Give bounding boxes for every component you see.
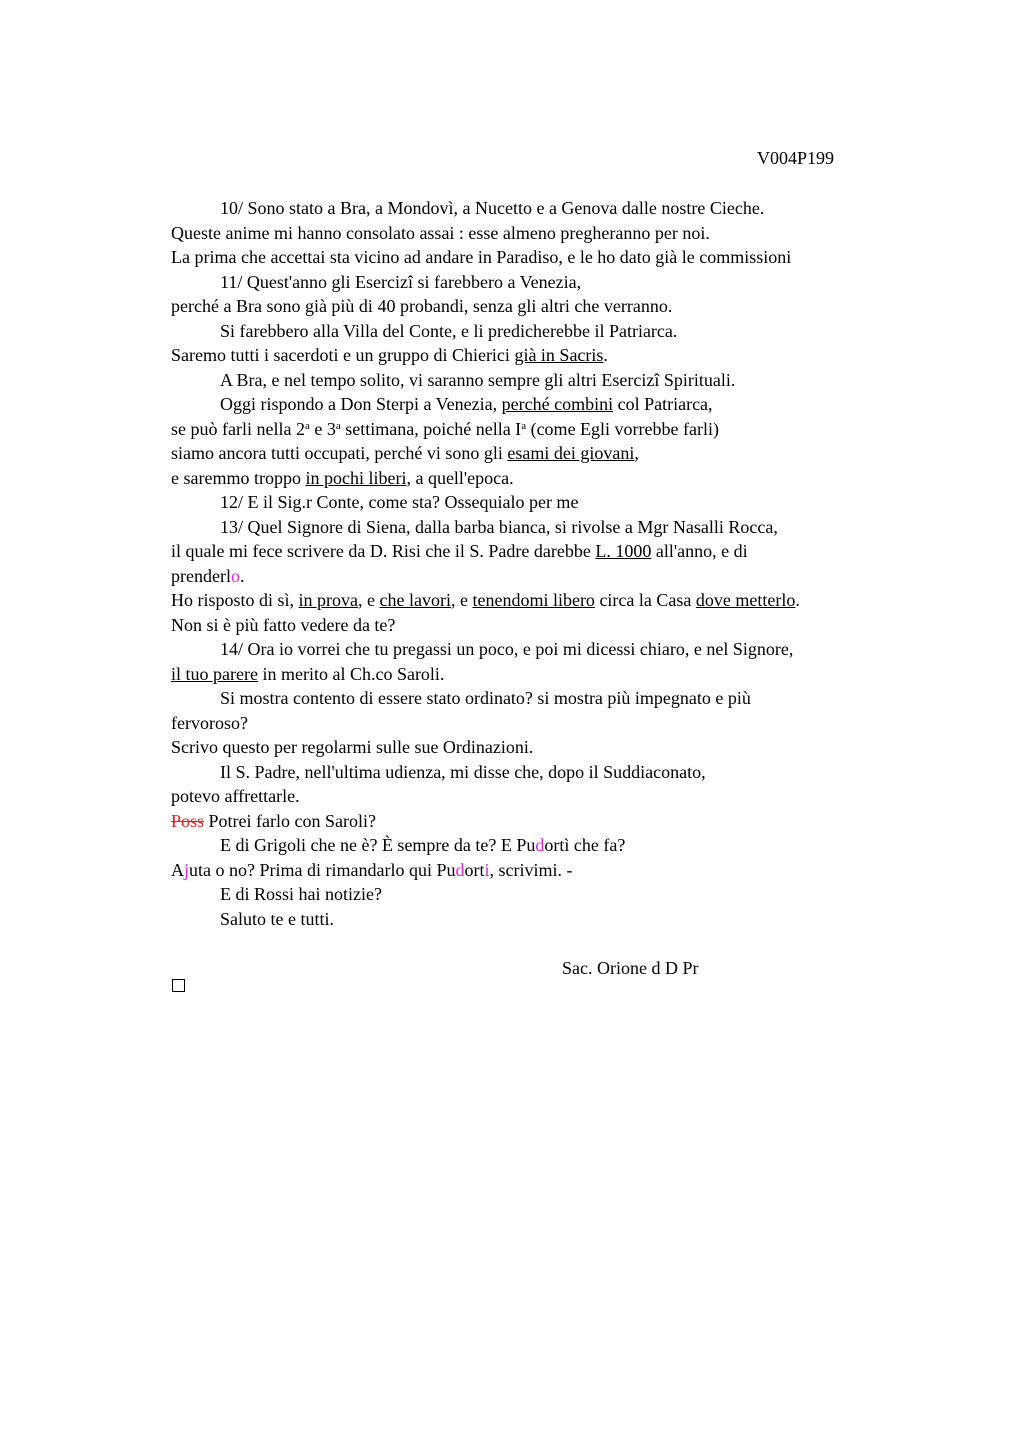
text-run: , e	[450, 590, 473, 610]
struck-text: Poss	[171, 810, 205, 831]
underlined-text: dove metterlo	[695, 590, 796, 610]
text-run: siamo ancora tutti occupati, perché vi sono gli	[171, 443, 508, 463]
page-id: V004P199	[757, 148, 835, 168]
text-line	[171, 735, 911, 760]
underlined-text: L. 1000	[595, 541, 652, 561]
underlined-text: perché combini	[501, 394, 614, 414]
text-line	[171, 221, 911, 246]
text-run: , a quell'epoca.	[406, 467, 514, 488]
text-line	[171, 245, 911, 270]
text-line	[171, 784, 911, 809]
text-line	[171, 588, 911, 613]
text-line	[171, 417, 911, 442]
underlined-text: che lavori	[379, 590, 451, 610]
text-line	[171, 637, 911, 662]
highlighted-letter: j	[184, 859, 190, 880]
highlighted-letter: d	[455, 859, 465, 880]
text-run: Oggi rispondo a Don Sterpi a Venezia,	[220, 394, 502, 414]
text-line	[171, 833, 911, 858]
text-line	[171, 270, 911, 295]
text-line	[171, 343, 911, 368]
text-line	[171, 539, 911, 564]
text-run: , scrivimi. -	[489, 859, 573, 880]
text-run: ortì che fa?	[544, 835, 626, 855]
text-run: 11/ Quest'anno gli Esercizî si farebbero a Venezia,	[220, 271, 582, 292]
text-run: uta o no? Prima di rimandarlo qui Pu	[189, 859, 456, 880]
highlighted-letter: o	[230, 565, 240, 586]
text-run: col Patriarca,	[613, 394, 713, 414]
text-line	[171, 760, 911, 785]
highlighted-letter: d	[535, 835, 545, 855]
underlined-text: tenendomi libero	[472, 590, 595, 610]
text-line	[171, 490, 911, 515]
text-run: 10/ Sono stato a Bra, a Mondovì, a Nucetto e a Genova dalle nostre Cieche.	[220, 198, 765, 218]
text-run: fervoroso?	[171, 712, 248, 733]
text-run: Saluto te e tutti.	[220, 908, 334, 929]
underlined-text: già in Sacris	[514, 345, 604, 365]
signature: Sac. Orione d D Pr	[562, 957, 699, 978]
text-line	[171, 515, 911, 540]
blank-line	[171, 931, 911, 956]
letter-body	[171, 196, 911, 980]
text-line	[171, 613, 911, 638]
text-run: e saremmo troppo	[171, 467, 306, 488]
text-run: perché a Bra sono già più di 40 probandi, senza gli altri che verranno.	[171, 296, 673, 316]
text-line	[171, 882, 911, 907]
text-line	[171, 368, 911, 393]
text-run: Non si è più fatto vedere da te?	[171, 614, 396, 635]
text-run: prenderl	[171, 565, 231, 586]
text-line	[171, 319, 911, 344]
ordinal-superscript: a	[335, 419, 341, 432]
underlined-text: in prova	[298, 590, 358, 610]
text-run: in merito al Ch.co Saroli.	[257, 663, 445, 684]
text-run: .	[603, 345, 608, 365]
text-run: Il S. Padre, nell'ultima udienza, mi disse che, dopo il Suddiaconato,	[220, 761, 706, 782]
text-run: Saremo tutti i sacerdoti e un gruppo di Chierici	[171, 345, 515, 365]
text-run: all'anno, e di	[651, 541, 748, 561]
text-run: Scrivo questo per regolarmi sulle sue Ordinazioni.	[171, 737, 534, 757]
text-run: Si farebbero alla Villa del Conte, e li predicherebbe il Patriarca.	[220, 320, 678, 341]
text-run: 14/ Ora io vorrei che tu pregassi un poco, e poi mi dicessi chiaro, e nel Signore,	[220, 639, 794, 659]
text-run: E di Grigoli che ne è? È sempre da te? E Pu	[220, 835, 536, 855]
text-run: A Bra, e nel tempo solito, vi saranno sempre gli altri Esercizî Spirituali.	[220, 369, 736, 390]
text-line	[171, 294, 911, 319]
text-line	[171, 466, 911, 491]
text-run: .	[239, 565, 245, 586]
text-run: , e	[358, 590, 380, 610]
text-run: ,	[634, 443, 639, 463]
text-run: Si mostra contento di essere stato ordinato? si mostra più impegnato e più	[220, 688, 751, 708]
text-run: A	[171, 859, 184, 880]
highlighted-letter: i	[484, 859, 490, 880]
text-run: se può farli nella 2$^a$ e 3$^a$ settimana, poiché nella $I^a$ (come Egli vorrebbe farli)	[171, 418, 719, 439]
text-line	[171, 392, 911, 417]
text-line	[171, 441, 911, 466]
text-run: 13/ Quel Signore di Siena, dalla barba bianca, si rivolse a Mgr Nasalli Rocca,	[220, 516, 778, 537]
underlined-text: esami dei giovani	[507, 443, 635, 463]
text-run: .	[795, 590, 800, 610]
text-line	[171, 858, 911, 883]
text-line	[171, 809, 911, 834]
text-run: E di Rossi hai notizie?	[220, 884, 382, 904]
text-run: Queste anime mi hanno consolato assai : esse almeno pregheranno per noi.	[171, 222, 710, 243]
underlined-text: il tuo parere	[171, 663, 258, 684]
text-line	[171, 662, 911, 687]
square-box-icon	[172, 979, 185, 992]
text-line	[171, 196, 911, 221]
underlined-text: in pochi liberi	[305, 467, 407, 488]
text-run: 12/ E il Sig.r Conte, come sta? Ossequialo per me	[220, 492, 579, 512]
text-run: circa la Casa	[594, 590, 696, 610]
text-run: ort	[464, 859, 485, 880]
text-run: potevo affrettarle.	[171, 786, 300, 806]
text-run: La prima che accettai sta vicino ad andare in Paradiso, e le ho dato già le commissioni	[171, 247, 792, 267]
text-run: Potrei farlo con Saroli?	[204, 810, 376, 831]
text-line	[171, 686, 911, 711]
text-line	[171, 564, 911, 589]
text-run: Ho risposto di sì,	[171, 590, 299, 610]
ordinal-superscript: a	[521, 419, 527, 432]
text-line	[171, 711, 911, 736]
ordinal-superscript: a	[304, 419, 310, 432]
text-run: il quale mi fece scrivere da D. Risi che il S. Padre darebbe	[171, 541, 596, 561]
text-line	[171, 907, 911, 932]
